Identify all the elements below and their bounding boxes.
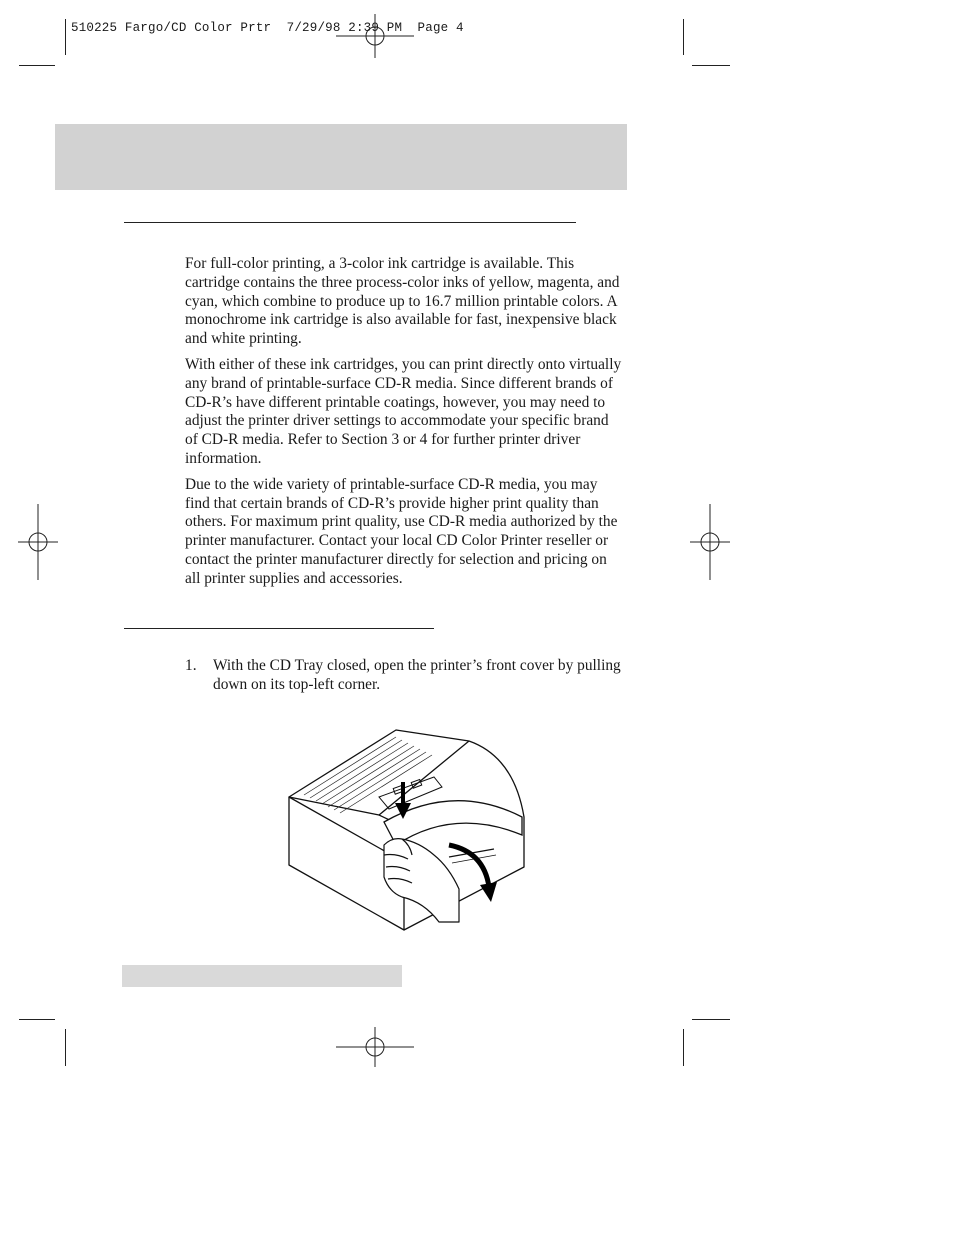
crop-mark [19,1019,55,1020]
crop-mark [683,19,684,55]
crop-mark [65,19,66,55]
crop-mark [692,1019,730,1020]
crop-mark [683,1029,684,1066]
crop-mark [692,65,730,66]
header-band [55,124,627,190]
registration-mark-icon [690,504,730,580]
registration-mark-icon [336,1027,414,1067]
paragraph: Due to the wide variety of printable-surface CD-R media, you may find that certain brands of CD-R’s provide higher print quality than others. For maximum print quality, use CD-R media authorized by the printer manufacturer. Contact your local CD Color Printer reseller or contact the printer manufacturer directly for selection and pricing on all printer supplies and accessories. [185,475,618,587]
crop-mark [65,1029,66,1066]
step-number: 1. [185,657,197,674]
print-slug: 510225 Fargo/CD Color Prtr 7/29/98 2:39 PM Page 4 [71,21,464,35]
crop-mark [19,65,55,66]
step-text: With the CD Tray closed, open the printer’s front cover by pulling down on its top-left corner. [213,657,621,693]
section-rule [124,222,576,223]
paragraph: For full-color printing, a 3-color ink cartridge is available. This cartridge contains the three process-color inks of yellow, magenta, and cyan, which combine to produce up to 16.7 million printable colors. A monochrome ink cartridge is also available for fast, inexpensive black and white printing. [185,255,620,348]
section-one-body [185,255,625,596]
registration-mark-icon [336,14,414,58]
instruction-step [185,657,625,695]
footer-band [122,965,402,987]
registration-mark-icon [18,504,58,580]
paragraph: With either of these ink cartridges, you can print directly onto virtually any brand of printable-surface CD-R media. Since different brands of CD-R’s have different printable coatings, however, you may need to adjust the printer driver settings to accommodate your specific brand of CD-R media. Refer to Section 3 or 4 for further printer driver information. [185,355,622,467]
section-rule [124,628,434,629]
printer-open-cover-illustration [284,727,529,932]
